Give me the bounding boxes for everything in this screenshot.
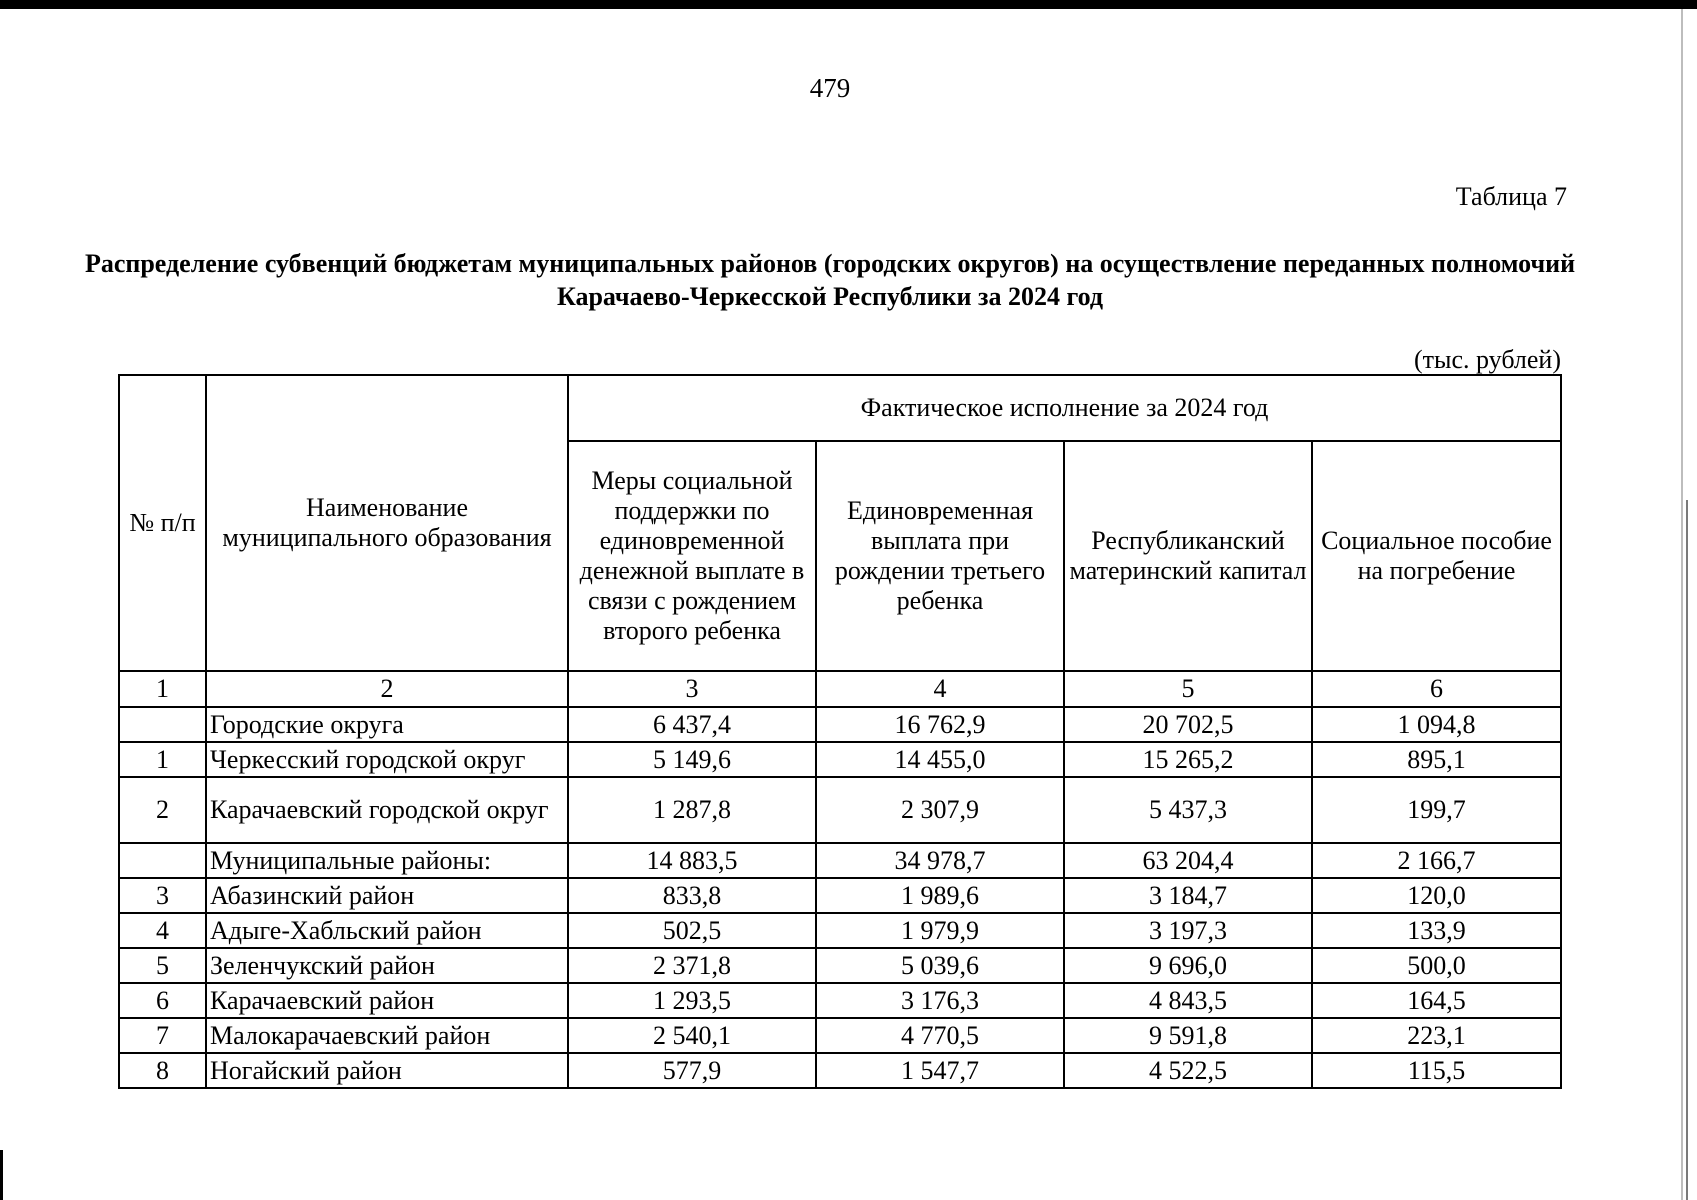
row-number: 7 [119, 1018, 206, 1053]
value-third-child: 2 307,9 [816, 777, 1064, 843]
table-row [119, 1018, 1561, 1053]
column-number: 5 [1064, 671, 1312, 707]
value-third-child: 4 770,5 [816, 1018, 1064, 1053]
value-third-child: 5 039,6 [816, 948, 1064, 983]
value-burial-allowance: 120,0 [1312, 878, 1561, 913]
municipality-name: Черкесский городской округ [206, 742, 568, 777]
value-second-child: 5 149,6 [568, 742, 816, 777]
scan-right-edge-shadow [1686, 500, 1688, 1200]
value-burial-allowance: 2 166,7 [1312, 843, 1561, 878]
value-maternity-capital: 9 696,0 [1064, 948, 1312, 983]
value-maternity-capital: 20 702,5 [1064, 707, 1312, 742]
value-maternity-capital: 15 265,2 [1064, 742, 1312, 777]
value-third-child: 1 979,9 [816, 913, 1064, 948]
municipality-name: Ногайский район [206, 1053, 568, 1088]
value-third-child: 34 978,7 [816, 843, 1064, 878]
municipality-name: Карачаевский район [206, 983, 568, 1018]
value-second-child: 1 293,5 [568, 983, 816, 1018]
table-row [119, 777, 1561, 843]
value-burial-allowance: 500,0 [1312, 948, 1561, 983]
value-burial-allowance: 199,7 [1312, 777, 1561, 843]
value-second-child: 6 437,4 [568, 707, 816, 742]
value-maternity-capital: 9 591,8 [1064, 1018, 1312, 1053]
scan-top-border [0, 0, 1697, 9]
table-row [119, 1053, 1561, 1088]
value-maternity-capital: 63 204,4 [1064, 843, 1312, 878]
municipality-name: Зеленчукский район [206, 948, 568, 983]
table-row [119, 948, 1561, 983]
value-burial-allowance: 133,9 [1312, 913, 1561, 948]
scan-right-edge [1681, 9, 1683, 1200]
column-number: 6 [1312, 671, 1561, 707]
value-burial-allowance: 223,1 [1312, 1018, 1561, 1053]
table-label: Таблица 7 [1455, 182, 1567, 211]
value-second-child: 14 883,5 [568, 843, 816, 878]
column-number-row [119, 671, 1561, 707]
value-third-child: 1 547,7 [816, 1053, 1064, 1088]
municipality-name: Адыге-Хабльский район [206, 913, 568, 948]
value-burial-allowance: 1 094,8 [1312, 707, 1561, 742]
table-row [119, 843, 1561, 878]
header-group-actual: Фактическое исполнение за 2024 год [568, 375, 1561, 441]
row-number: 2 [119, 777, 206, 843]
row-number: 6 [119, 983, 206, 1018]
page-number: 479 [809, 73, 851, 103]
header-col-name: Наименование муниципального образования [206, 375, 568, 671]
header-col-4: Единовременная выплата при рождении третьего ребенка [816, 441, 1064, 671]
header-row-group [119, 375, 1561, 441]
row-number: 1 [119, 742, 206, 777]
value-second-child: 2 540,1 [568, 1018, 816, 1053]
subvention-table [118, 374, 1562, 1089]
value-burial-allowance: 115,5 [1312, 1053, 1561, 1088]
table-row [119, 878, 1561, 913]
table-row [119, 913, 1561, 948]
municipality-name: Малокарачаевский район [206, 1018, 568, 1053]
value-maternity-capital: 4 522,5 [1064, 1053, 1312, 1088]
value-second-child: 2 371,8 [568, 948, 816, 983]
value-burial-allowance: 895,1 [1312, 742, 1561, 777]
value-third-child: 1 989,6 [816, 878, 1064, 913]
value-second-child: 833,8 [568, 878, 816, 913]
document-title: Распределение субвенций бюджетам муниципальных районов (городских округов) на осуществление переданных полномочий Карачаево-Черкесской Республики за 2024 год [84, 249, 1576, 311]
value-maternity-capital: 4 843,5 [1064, 983, 1312, 1018]
row-number: 4 [119, 913, 206, 948]
column-number: 4 [816, 671, 1064, 707]
header-col-5: Республиканский материнский капитал [1064, 441, 1312, 671]
row-number: 5 [119, 948, 206, 983]
header-col-3: Меры социальной поддержки по единовременной денежной выплате в связи с рождением второго ребенка [568, 441, 816, 671]
table-row [119, 742, 1561, 777]
row-number: 3 [119, 878, 206, 913]
header-col-6: Социальное пособие на погребение [1312, 441, 1561, 671]
municipality-name: Муниципальные районы: [206, 843, 568, 878]
value-maternity-capital: 3 184,7 [1064, 878, 1312, 913]
value-third-child: 14 455,0 [816, 742, 1064, 777]
municipality-name: Карачаевский городской округ [206, 777, 568, 843]
header-col-no: № п/п [119, 375, 206, 671]
value-third-child: 3 176,3 [816, 983, 1064, 1018]
value-second-child: 1 287,8 [568, 777, 816, 843]
column-number: 2 [206, 671, 568, 707]
value-third-child: 16 762,9 [816, 707, 1064, 742]
row-number: 8 [119, 1053, 206, 1088]
column-number: 1 [119, 671, 206, 707]
value-maternity-capital: 5 437,3 [1064, 777, 1312, 843]
column-number: 3 [568, 671, 816, 707]
value-maternity-capital: 3 197,3 [1064, 913, 1312, 948]
table-row [119, 707, 1561, 742]
municipality-name: Абазинский район [206, 878, 568, 913]
municipality-name: Городские округа [206, 707, 568, 742]
units-label: (тыс. рублей) [1413, 345, 1561, 374]
value-second-child: 577,9 [568, 1053, 816, 1088]
value-burial-allowance: 164,5 [1312, 983, 1561, 1018]
row-number [119, 843, 206, 878]
scan-left-edge [0, 1150, 3, 1200]
row-number [119, 707, 206, 742]
table-row [119, 983, 1561, 1018]
value-second-child: 502,5 [568, 913, 816, 948]
